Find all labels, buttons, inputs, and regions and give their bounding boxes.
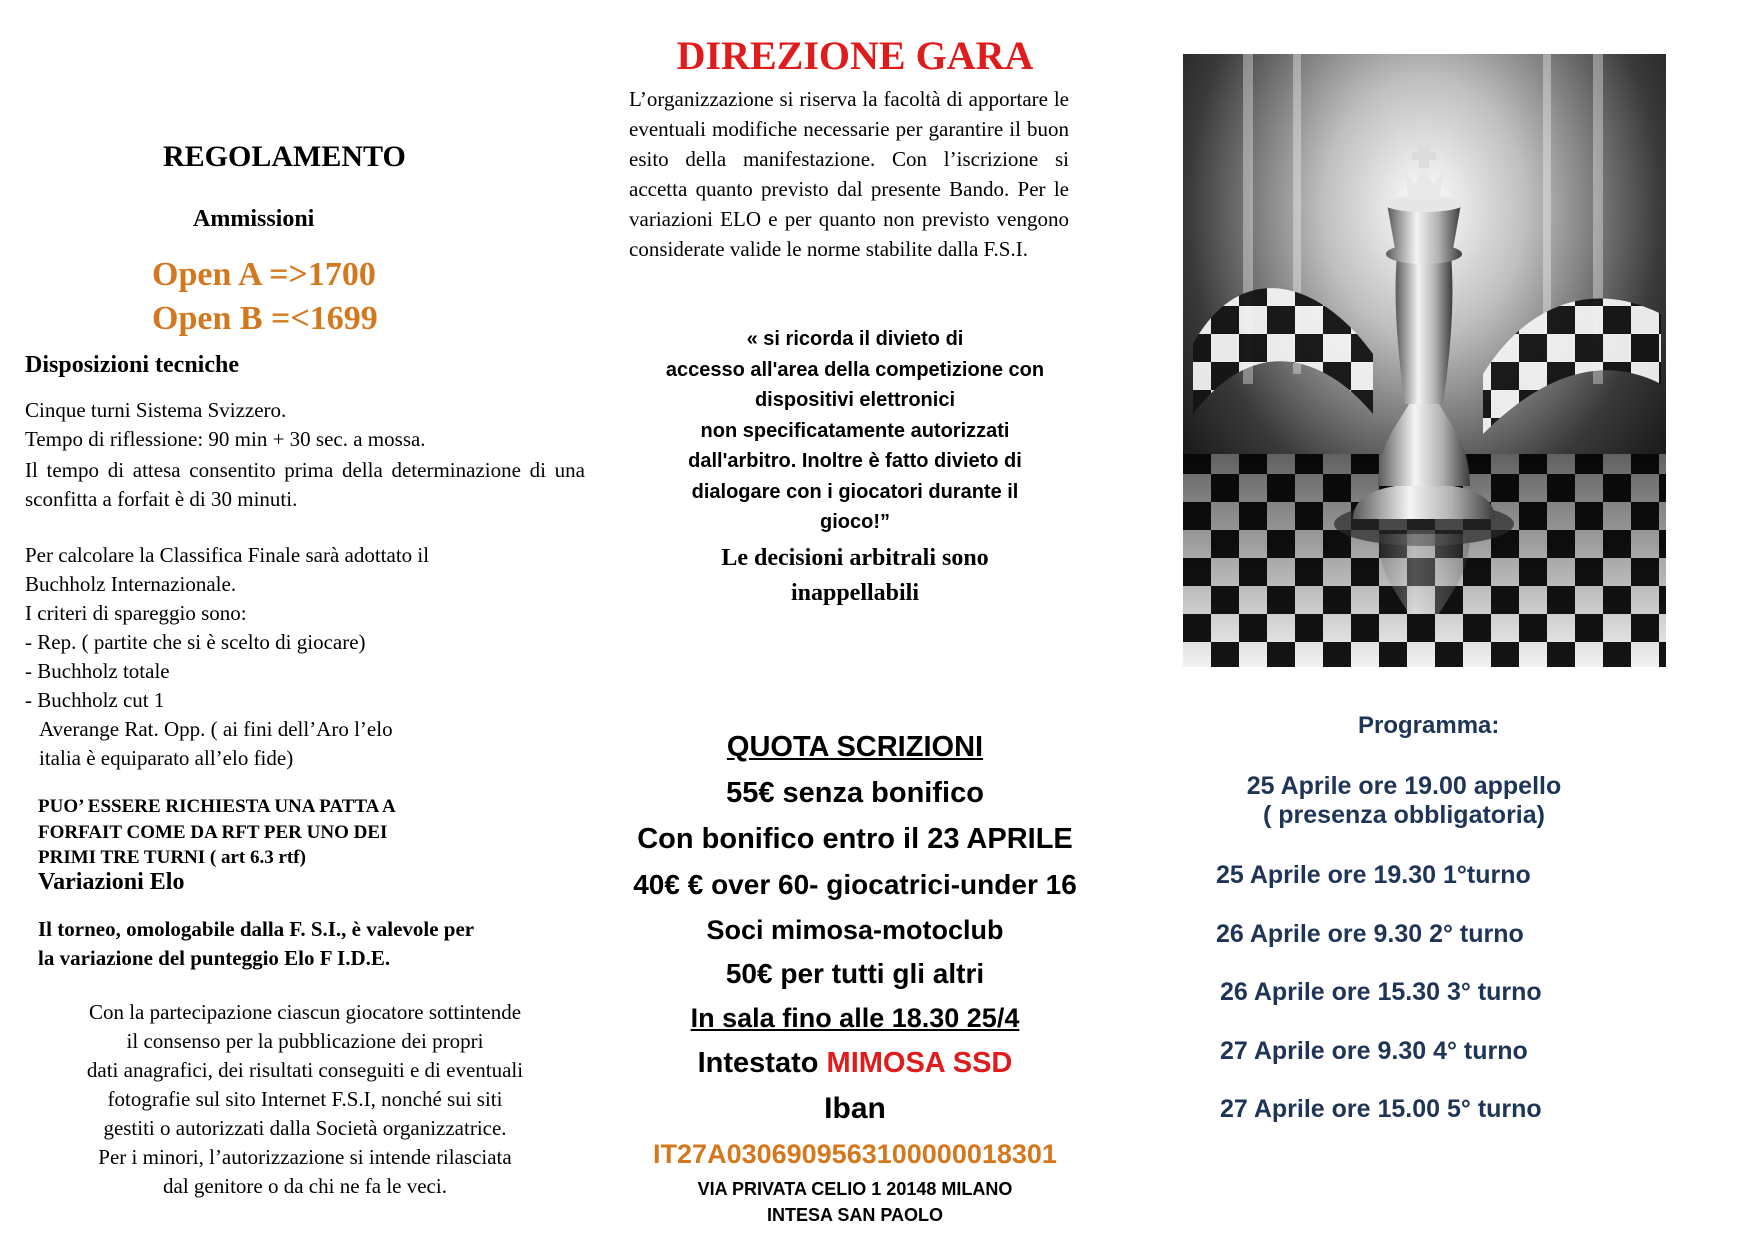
- consent-line: Per i minori, l’autorizzazione si intende rilasciata: [98, 1145, 512, 1169]
- program-line: ( presenza obbligatoria): [1263, 801, 1545, 829]
- regolamento-title: REGOLAMENTO: [163, 140, 406, 173]
- consent-line: gestiti o autorizzati dalla Società organizzatrice.: [103, 1116, 507, 1140]
- classifica-line: I criteri di spareggio sono:: [25, 601, 247, 625]
- quote-block: [620, 324, 1090, 538]
- classifica-line: Buchholz Internazionale.: [25, 572, 237, 596]
- round-item: 27 Aprile ore 9.30 4° turno: [1220, 1037, 1528, 1065]
- fees-title: QUOTA SCRIZIONI: [726, 731, 984, 763]
- consent-line: dal genitore o da chi ne fa le veci.: [163, 1174, 447, 1198]
- decisions-block: [620, 541, 1090, 611]
- criteria-item: - Buchholz cut 1: [25, 688, 165, 712]
- iban-label: Iban: [824, 1092, 886, 1125]
- intestato-name: MIMOSA SSD: [826, 1047, 1013, 1079]
- decisions-line: inappellabili: [790, 580, 920, 606]
- consent-block: [25, 998, 585, 1201]
- quote-line: dispositivi elettronici: [754, 389, 956, 411]
- quote-line: accesso all'area della competizione con: [665, 358, 1045, 381]
- ammissioni-subtitle: Ammissioni: [193, 206, 315, 232]
- decisions-line: Le decisioni arbitrali sono: [721, 545, 989, 571]
- round-item: 27 Aprile ore 15.00 5° turno: [1220, 1095, 1542, 1123]
- quote-line: gioco!”: [820, 511, 890, 533]
- quote-line: non specificatamente autorizzati: [700, 419, 1010, 442]
- tech-heading: Disposizioni tecniche: [25, 352, 239, 378]
- tech-line: Cinque turni Sistema Svizzero.: [25, 398, 287, 422]
- quote-line: dialogare con i giocatori durante il: [691, 480, 1019, 503]
- consent-line: il consenso per la pubblicazione dei propri: [126, 1029, 484, 1053]
- fee-line: Con bonifico entro il 23 APRILE: [637, 823, 1073, 855]
- chess-king-on-board-image: [1183, 54, 1666, 667]
- intestato-label: Intestato: [697, 1047, 819, 1079]
- program-line: 25 Aprile ore 19.00 appello: [1246, 772, 1562, 800]
- quote-line: « si ricorda il divieto di: [746, 328, 964, 350]
- consent-line: Con la partecipazione ciascun giocatore sottintende: [88, 1000, 522, 1024]
- fees-block: [608, 724, 1102, 1228]
- address-line: VIA PRIVATA CELIO 1 20148 MILANO: [697, 1179, 1013, 1199]
- elo-text: Il torneo, omologabile dalla F. S.I., è valevole per: [38, 917, 475, 941]
- round-item: 25 Aprile ore 19.30 1°turno: [1216, 861, 1531, 889]
- program-appello: [1204, 772, 1604, 830]
- in-sala-line: In sala fino alle 18.30 25/4: [690, 1003, 1020, 1033]
- criteria-item: - Buchholz totale: [25, 659, 170, 683]
- round-item: 26 Aprile ore 15.30 3° turno: [1220, 978, 1542, 1006]
- averange-line: italia è equiparato all’elo fide): [39, 746, 294, 770]
- averange-line: Averange Rat. Opp. ( ai fini dell’Aro l’elo: [39, 717, 393, 741]
- fee-line: Soci mimosa-motoclub: [706, 915, 1004, 945]
- fee-line: 40€ € over 60- giocatrici-under 16: [633, 869, 1077, 900]
- program-title: Programma:: [1358, 712, 1500, 739]
- quote-line: dall'arbitro. Inoltre è fatto divieto di: [688, 450, 1022, 472]
- patta-line: PRIMI TRE TURNI ( art 6.3 rtf): [38, 847, 306, 868]
- iban-value: IT27A0306909563100000018301: [653, 1139, 1057, 1169]
- classifica-line: Per calcolare la Classifica Finale sarà adottato il: [25, 543, 430, 567]
- direzione-intro: L’organizzazione si riserva la facoltà di apportare le eventuali modifiche necessarie per garantire il buon esito della manifestazione. Con l’iscrizione si accetta quanto previsto dal presente Bando. Per le variazioni ELO e per quanto non previsto vengono considerate valide le norme stabilite dalla F.S.I.: [629, 87, 1069, 261]
- elo-text: la variazione del punteggio Elo F I.D.E.: [38, 946, 391, 970]
- consent-line: fotografie sul sito Internet F.S.I, nonché sui siti: [107, 1087, 503, 1111]
- bank-line: INTESA SAN PAOLO: [766, 1205, 943, 1225]
- intestato-line: [608, 1040, 1102, 1086]
- patta-line: PUO’ ESSERE RICHIESTA UNA PATTA A: [38, 796, 396, 817]
- criteria-item: - Rep. ( partite che si è scelto di giocare): [25, 630, 366, 654]
- open-b: Open B =<1699: [152, 300, 378, 337]
- fee-line: 55€ senza bonifico: [726, 777, 984, 809]
- tech-line: Il tempo di attesa consentito prima della determinazione di una sconfitta a forfait è di 30 minuti.: [25, 458, 585, 511]
- tech-line: Tempo di riflessione: 90 min + 30 sec. a mossa.: [25, 427, 426, 451]
- elo-heading: Variazioni Elo: [38, 869, 185, 895]
- consent-line: dati anagrafici, dei risultati conseguiti e di eventuali: [86, 1058, 524, 1082]
- fee-line: 50€ per tutti gli altri: [725, 958, 985, 989]
- direzione-title: DIREZIONE GARA: [676, 33, 1034, 78]
- patta-line: FORFAIT COME DA RFT PER UNO DEI: [38, 822, 388, 843]
- round-item: 26 Aprile ore 9.30 2° turno: [1216, 920, 1524, 948]
- open-a: Open A =>1700: [152, 256, 376, 293]
